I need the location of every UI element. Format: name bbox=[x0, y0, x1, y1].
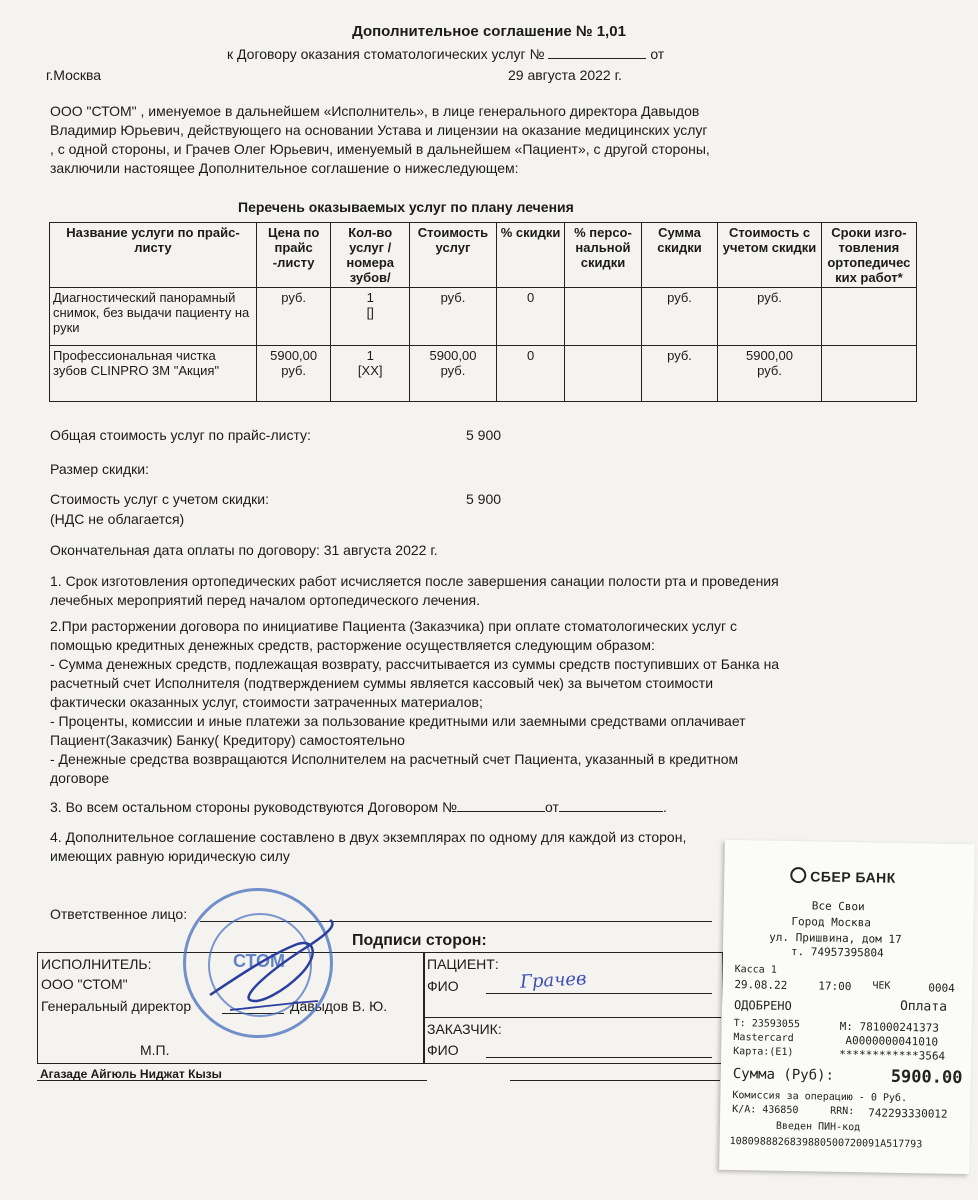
cell-cost: 5900,00 руб. bbox=[410, 346, 497, 402]
cell-discount-sum: руб. bbox=[641, 346, 718, 402]
contract-date-blank bbox=[559, 811, 663, 812]
document-date: 29 августа 2022 г. bbox=[508, 67, 622, 83]
contract-subtitle bbox=[227, 46, 664, 63]
responsible-person-label: Ответственное лицо: bbox=[50, 906, 188, 922]
clause-2-line-2: помощью кредитных денежных средств, расторжение осуществляется следующим образом: bbox=[50, 637, 655, 653]
header-personal-discount: % персо-нальной скидки bbox=[565, 223, 642, 288]
final-payment-date: Окончательная дата оплаты по договору: 31 августа 2022 г. bbox=[50, 542, 438, 558]
document-title: Дополнительное соглашение № 1,01 bbox=[352, 23, 626, 40]
cell-personal-discount bbox=[565, 288, 642, 346]
clause-3: 3. Во всем остальном стороны руководствуются Договором № от . bbox=[50, 799, 667, 815]
receipt-phone: т. 74957395804 bbox=[790, 945, 884, 960]
patient-handwritten-name: Грачев bbox=[519, 968, 588, 993]
discount-size-label: Размер скидки: bbox=[50, 461, 149, 477]
table-row bbox=[50, 288, 917, 346]
clause-3-from: от bbox=[545, 799, 559, 815]
receipt-commission: Комиссия за операцию - 0 Руб. bbox=[732, 1090, 908, 1105]
receipt-rrn-label: RRN: bbox=[830, 1105, 855, 1118]
total-price-label: Общая стоимость услуг по прайс-листу: bbox=[50, 427, 311, 443]
patient-fio-label: ФИО bbox=[427, 978, 459, 994]
receipt-card-mask: ************3564 bbox=[839, 1047, 946, 1063]
table-row bbox=[50, 346, 917, 402]
patient-customer-divider bbox=[423, 1017, 721, 1018]
clause-2-line-7: Пациент(Заказчик) Банку( Кредитору) самостоятельно bbox=[50, 732, 405, 748]
receipt-auth-code: К/А: 436850 bbox=[732, 1104, 799, 1117]
intro-line-3: , с одной стороны, и Грачев Олег Юрьевич, именуемый в дальнейшем «Пациент», с другой стороны, bbox=[50, 141, 710, 157]
receipt-approved: ОДОБРЕНО bbox=[733, 998, 792, 1014]
total-with-discount-label: Стоимость услуг с учетом скидки: bbox=[50, 491, 269, 507]
receipt-pin-entered: Введен ПИН-код bbox=[775, 1120, 861, 1134]
header-discount-percent: % скидки bbox=[496, 223, 564, 288]
cell-quantity: 1 [XX] bbox=[331, 346, 410, 402]
customer-fio-label: ФИО bbox=[427, 1042, 459, 1058]
subtitle-prefix: к Договору оказания стоматологических услуг № bbox=[227, 46, 545, 62]
header-quantity: Кол-во услуг /номера зубов/ bbox=[331, 223, 410, 288]
receipt-hash: 1080988826839880500720091A517793 bbox=[729, 1135, 923, 1151]
receipt-kassa: Касса 1 bbox=[734, 964, 777, 976]
receipt-city: Город Москва bbox=[791, 915, 872, 930]
receipt-payment: Оплата bbox=[899, 998, 948, 1015]
bottom-line-left bbox=[37, 1080, 427, 1081]
header-cost: Стоимость услуг bbox=[410, 223, 497, 288]
clause-1-line-2: лечебных мероприятий перед началом ортопедического лечения. bbox=[50, 592, 480, 608]
stamp-text: СТОМ bbox=[232, 951, 286, 971]
clause-4-line-2: имеющих равную юридическую силу bbox=[50, 848, 290, 864]
clause-2-line-8: - Денежные средства возвращаются Исполнителем на расчетный счет Пациента, указанный в кредитном bbox=[50, 751, 739, 767]
receipt-date: 29.08.22 bbox=[734, 978, 788, 992]
header-cost-with-discount: Стоимость с учетом скидки bbox=[718, 223, 821, 288]
receipt-merchant: М: 781000241373 bbox=[839, 1019, 940, 1035]
bottom-signatory-name: Агазаде Айгюль Ниджат Кызы bbox=[40, 1067, 222, 1081]
cell-discount-percent: 0 bbox=[496, 346, 564, 402]
services-table bbox=[49, 222, 917, 402]
header-manufacturing-term: Сроки изго-товления ортопедичес ких работ* bbox=[821, 223, 916, 288]
customer-label: ЗАКАЗЧИК: bbox=[427, 1021, 502, 1037]
vat-note: (НДС не облагается) bbox=[50, 511, 185, 527]
cell-discount-percent: 0 bbox=[496, 288, 564, 346]
receipt-sum-value: 5900.00 bbox=[890, 1066, 963, 1089]
table-header-row bbox=[50, 223, 917, 288]
cell-cost-with-discount: руб. bbox=[718, 288, 821, 346]
cell-term bbox=[821, 346, 916, 402]
cell-price: руб. bbox=[256, 288, 330, 346]
receipt-card-label: Карта:(E1) bbox=[733, 1046, 794, 1059]
director-signature bbox=[200, 915, 350, 1025]
header-service-name: Название услуги по прайс- листу bbox=[50, 223, 257, 288]
contract-number-blank-2 bbox=[457, 811, 545, 812]
receipt-address: ул. Пришвина, дом 17 bbox=[769, 930, 902, 946]
director-label: Генеральный директор bbox=[41, 998, 192, 1014]
customer-fio-line bbox=[486, 1057, 712, 1058]
receipt-terminal: Т: 23593055 bbox=[733, 1018, 801, 1031]
patient-label: ПАЦИЕНТ: bbox=[427, 956, 499, 972]
cell-personal-discount bbox=[565, 346, 642, 402]
cell-service-name: Диагностический панорамный снимок, без выдачи пациенту на руки bbox=[50, 288, 257, 346]
table-title: Перечень оказываемых услуг по плану лечения bbox=[238, 199, 574, 215]
receipt-bank-name: СБЕР БАНК bbox=[810, 868, 896, 886]
clause-4-line-1: 4. Дополнительное соглашение составлено в двух экземплярах по одному для каждой из сторон, bbox=[50, 829, 687, 845]
intro-line-1: ООО "СТОМ" , именуемое в дальнейшем «Исполнитель», в лице генерального директора Давыдов bbox=[50, 103, 700, 119]
clause-1-line-1: 1. Срок изготовления ортопедических работ исчисляется после завершения санации полости рта и проведения bbox=[50, 573, 779, 589]
cell-service-name: Профессиональная чистка зубов CLINPRO 3M "Акция" bbox=[50, 346, 257, 402]
intro-line-2: Владимир Юрьевич, действующего на основании Устава и лицензии на оказание медицинских услуг bbox=[50, 122, 708, 138]
executor-label: ИСПОЛНИТЕЛЬ: bbox=[41, 956, 152, 972]
clause-2-line-9: договоре bbox=[50, 770, 110, 786]
director-name: Давыдов В. Ю. bbox=[290, 998, 388, 1014]
clause-2-line-3: - Сумма денежных средств, подлежащая возврату, рассчитывается из суммы средств поступивших от Банка на bbox=[50, 656, 780, 672]
patient-fio-line bbox=[486, 993, 712, 994]
clause-3-text: 3. Во всем остальном стороны руководствуются Договором № bbox=[50, 799, 458, 815]
header-discount-sum: Сумма скидки bbox=[641, 223, 718, 288]
intro-line-4: заключили настоящее Дополнительное соглашение о нижеследующем: bbox=[50, 160, 519, 176]
receipt-check-no: 0004 bbox=[928, 981, 955, 995]
cell-cost-with-discount: 5900,00 руб. bbox=[718, 346, 821, 402]
sber-logo-icon bbox=[790, 867, 806, 883]
receipt-time: 17:00 bbox=[818, 979, 852, 994]
cell-term bbox=[821, 288, 916, 346]
receipt-card-type: Mastercard bbox=[733, 1032, 794, 1045]
executor-org: ООО "СТОМ" bbox=[41, 976, 128, 992]
clause-2-line-1: 2.При расторжении договора по инициативе Пациента (Заказчика) при оплате стоматологических услуг с bbox=[50, 618, 738, 634]
cell-discount-sum: руб. bbox=[641, 288, 718, 346]
sber-logo bbox=[790, 867, 896, 886]
receipt-rrn: 742293330012 bbox=[868, 1106, 948, 1121]
cell-quantity: 1 [] bbox=[331, 288, 410, 346]
header-price: Цена по прайс -листу bbox=[256, 223, 330, 288]
bank-receipt bbox=[719, 840, 975, 1174]
clause-2-line-6: - Проценты, комиссии и иные платежи за пользование кредитными или заемными средствами оплачивает bbox=[50, 713, 746, 729]
total-price-value: 5 900 bbox=[466, 427, 502, 443]
signatures-heading: Подписи сторон: bbox=[352, 932, 487, 949]
contract-number-blank bbox=[548, 58, 646, 59]
receipt-store-name: Все Свои bbox=[811, 899, 865, 914]
city: г.Москва bbox=[46, 67, 102, 83]
bottom-line-right bbox=[510, 1080, 720, 1081]
clause-2-line-4: расчетный счет Исполнителя (подтверждением суммы является кассовый чек) за вычетом стоимости bbox=[50, 675, 714, 691]
cell-cost: руб. bbox=[410, 288, 497, 346]
receipt-sum-label: Сумма (Руб): bbox=[732, 1066, 835, 1084]
subtitle-suffix: от bbox=[650, 46, 665, 62]
receipt-check-label: ЧЕК bbox=[872, 980, 891, 992]
receipt-aid: A0000000041010 bbox=[845, 1033, 939, 1049]
cell-price: 5900,00 руб. bbox=[256, 346, 330, 402]
clause-2-line-5: фактически оказанных услуг, стоимости затраченных материалов; bbox=[50, 694, 483, 710]
mp-label: М.П. bbox=[140, 1042, 170, 1058]
total-with-discount-value: 5 900 bbox=[466, 491, 502, 507]
